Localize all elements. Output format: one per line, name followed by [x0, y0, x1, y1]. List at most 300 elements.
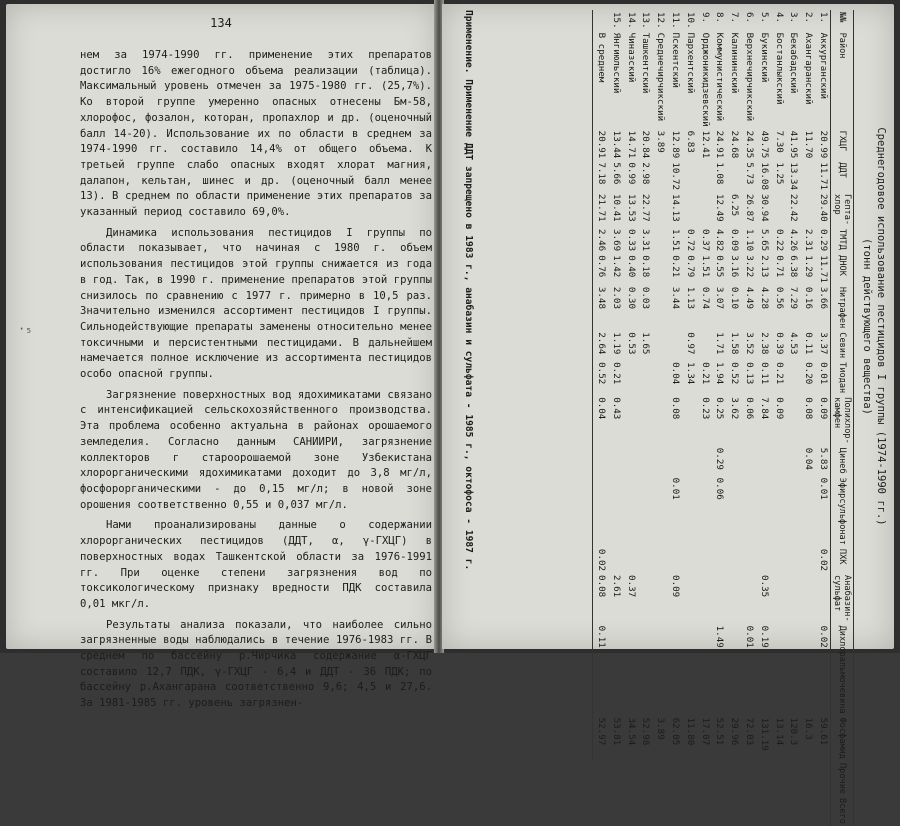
- table-cell: [638, 360, 653, 395]
- table-cell: 13.44: [610, 130, 622, 159]
- table-cell: 0.37: [625, 575, 637, 598]
- table-row: [815, 10, 830, 826]
- table-cell: 0.11: [758, 362, 770, 385]
- table-cell: 0.01: [818, 477, 829, 500]
- table-cell: [786, 476, 801, 547]
- table-cell: 20.84: [640, 130, 652, 159]
- table-cell: 0.11: [803, 332, 815, 355]
- table-cell: [697, 330, 712, 360]
- table-cell: 0.97: [684, 332, 696, 355]
- table-cell: 14.71: [625, 130, 637, 159]
- table-cell: [652, 192, 667, 227]
- table-header-cell: ТМТД: [831, 227, 854, 253]
- right-page: [442, 4, 894, 824]
- table-cell: 2.13: [758, 255, 770, 278]
- table-cell: [638, 547, 653, 573]
- table-cell: 2.03: [610, 286, 622, 309]
- table-cell: 0.29: [818, 229, 829, 252]
- table-cell: 0.55: [714, 255, 726, 278]
- table-header-cell: ДНОК: [831, 253, 854, 285]
- table-cell: 10.41: [610, 194, 622, 222]
- paragraph: нем за 1974-1990 гг. применение этих препаратов достигло 16% ежегодного объема реализации (таблица). Максимальный уровень отмечен за 1975-1980 гг. (25,7%). Ко второй группе умеренно опасных отнесены Бм-58, хлорофос, фозалон, которан, пропахлор и др. (оценочный балл 14-20). Использование их по области в среднем за 1974-1990 гг. составило 14,4% от общего объема. К третьей группе слабо опасных входят хлорат магния, далапон, кельтан, шинес и др. (оценочный балл менее 13). В среднем по области применение этих препаратов за указанный период составило 69,0%.: [80, 49, 432, 219]
- table-cell: Среднечирчикский: [655, 32, 667, 122]
- table-cell: [652, 285, 667, 330]
- table-cell: 3.44: [670, 286, 682, 309]
- table-cell: 131.19: [758, 717, 770, 751]
- table-row: [726, 10, 741, 826]
- table-cell: [608, 624, 623, 716]
- table-header-cell: Всего: [831, 796, 854, 826]
- table-cell: 3.16: [729, 255, 741, 278]
- table-cell: 62.05: [670, 717, 682, 746]
- table-cell: 0.72: [684, 229, 696, 252]
- table-cell: [638, 624, 653, 716]
- table-cell: 11.71: [818, 162, 829, 190]
- table-cell: 17.07: [699, 717, 711, 746]
- table-cell: 1.34: [684, 362, 696, 385]
- table-cell: 59.61: [818, 717, 829, 746]
- table-cell: 20.91: [593, 129, 608, 161]
- table-body: [593, 10, 831, 826]
- table-cell: 7.18: [593, 160, 608, 192]
- table-cell: [726, 160, 741, 192]
- table-cell: [786, 624, 801, 716]
- table-header-cell: Полихлор-камфен: [832, 397, 852, 444]
- table-header-cell: Район: [831, 31, 854, 129]
- table-cell: [682, 395, 697, 446]
- table-row: [800, 10, 815, 826]
- table-cell: 0.08: [593, 573, 608, 624]
- table-cell: 1.51: [699, 255, 711, 278]
- paragraph: Нами проанализированы данные о содержании хлорорганических пестицидов (ДДТ, α, γ-ГХЦГ) в поверхностных водах Ташкентской области за 1976-1991 гг. При оценке степени загрязнения вод по токсикологическому признаку вредности ПДК составила 0,01 мкг/л.: [80, 519, 432, 610]
- table-cell: [667, 330, 682, 360]
- table-cell: [667, 446, 682, 476]
- table-cell: [652, 360, 667, 395]
- table-cell: 0.18: [640, 255, 652, 278]
- table-cell: 41.95: [788, 130, 800, 159]
- table-cell: 0.16: [803, 286, 815, 309]
- table-cell: 1.29: [803, 255, 815, 278]
- table-header-row: [831, 10, 854, 826]
- table-cell: 0.11: [593, 624, 608, 716]
- table-cell: Букинский: [758, 32, 770, 83]
- table-cell: 22.77: [640, 194, 652, 222]
- table-cell: 0.04: [803, 447, 815, 470]
- table-cell: 24.91: [714, 130, 726, 159]
- table-row: [786, 10, 801, 826]
- table-cell: [697, 192, 712, 227]
- table-cell: 5.: [758, 12, 770, 24]
- table-cell: 3.62: [729, 397, 741, 420]
- table-cell: [712, 547, 727, 573]
- table-row: [712, 10, 727, 826]
- table-cell: Коммунистический: [714, 32, 726, 122]
- table-footnote: Применение. Применение ДДТ запрещено в 1983 г., анабазин и сульфата - 1985 г., октофоса - 1987 г.: [463, 10, 474, 571]
- table-cell: 0.25: [714, 397, 726, 420]
- table-cell: 52.98: [640, 717, 652, 746]
- table-cell: [623, 547, 638, 573]
- table-cell: [800, 624, 815, 716]
- table-cell: 0.09: [670, 575, 682, 598]
- table-row: [682, 10, 697, 826]
- table-cell: 1.25: [773, 162, 785, 185]
- table-cell: 2.38: [758, 332, 770, 355]
- table-cell: 0.03: [640, 286, 652, 309]
- table-cell: [652, 446, 667, 476]
- table-cell: 0.02: [593, 547, 608, 573]
- table-cell: [652, 227, 667, 253]
- table-cell: 0.53: [625, 332, 637, 355]
- table-cell: [623, 476, 638, 547]
- table-cell: 0.01: [744, 625, 756, 648]
- table-cell: [800, 547, 815, 573]
- table-cell: [712, 573, 727, 624]
- table-cell: 0.01: [818, 362, 829, 385]
- table-cell: [652, 624, 667, 716]
- table-cell: [786, 395, 801, 446]
- table-cell: [623, 624, 638, 716]
- table-cell: 5.73: [744, 162, 756, 185]
- table-cell: 0.04: [670, 362, 682, 385]
- table-cell: [800, 192, 815, 227]
- table-cell: 6.83: [684, 130, 696, 153]
- table-cell: 13.: [640, 12, 652, 29]
- table-title-line: Среднегодовое использование пестицидов I группы (1974-1990 гг.): [875, 127, 887, 526]
- table-cell: Чиназский: [625, 32, 637, 83]
- table-cell: 0.02: [818, 625, 829, 648]
- table-cell: 16.08: [758, 162, 770, 190]
- table-cell: 21.71: [593, 192, 608, 227]
- table-cell: 1.94: [714, 362, 726, 385]
- table-cell: [726, 573, 741, 624]
- table-header-cell: Севин: [831, 330, 854, 360]
- table-cell: [741, 547, 756, 573]
- table-cell: [608, 547, 623, 573]
- table-cell: [667, 624, 682, 716]
- table-cell: [771, 446, 786, 476]
- table-subtitle: (тонн действующего вещества): [861, 237, 873, 415]
- table-cell: [682, 476, 697, 547]
- table-cell: 0.23: [699, 397, 711, 420]
- table-cell: 13.34: [788, 162, 800, 190]
- table-cell: 2.: [803, 12, 815, 24]
- table-cell: Ташкентский: [640, 32, 652, 94]
- table-cell: 0.43: [610, 397, 622, 420]
- table-cell: 2.98: [640, 162, 652, 185]
- table-cell: [726, 547, 741, 573]
- table-cell: [815, 573, 830, 624]
- table-cell: 7.29: [788, 286, 800, 309]
- table-cell: [697, 624, 712, 716]
- table-header-cell: Цинеб: [831, 446, 854, 476]
- table-cell: [756, 476, 771, 547]
- table-cell: 1.51: [670, 229, 682, 252]
- table-cell: 1.19: [610, 332, 622, 355]
- table-cell: 5.65: [758, 229, 770, 252]
- table-cell: [608, 476, 623, 547]
- table-cell: [652, 160, 667, 192]
- table-cell: Ахангаранский: [803, 32, 815, 105]
- table-cell: Янгиюльский: [610, 32, 622, 94]
- table-header-cell: Нитрафен: [831, 285, 854, 330]
- table-cell: 14.13: [670, 194, 682, 222]
- table-header-cell: Тиодан: [831, 360, 854, 395]
- table-cell: 0.21: [699, 362, 711, 385]
- table-cell: 1.13: [684, 286, 696, 309]
- table-cell: 13.14: [773, 717, 785, 746]
- table-cell: [652, 253, 667, 285]
- table-cell: 12.41: [699, 130, 711, 159]
- table-row: [771, 10, 786, 826]
- table-header-cell: Прочие: [831, 761, 854, 796]
- table-header-cell: Анабазин-сульфат: [832, 575, 852, 622]
- table-cell: [756, 547, 771, 573]
- table-cell: 2.46: [593, 227, 608, 253]
- table-cell: 0.06: [744, 397, 756, 420]
- table-cell: [682, 446, 697, 476]
- table-cell: Бостанлыкский: [773, 32, 785, 105]
- table-cell: 5.83: [818, 447, 829, 470]
- table-cell: Пскентский: [670, 32, 682, 88]
- table-header-cell: Фосфамид: [831, 716, 854, 761]
- table-cell: 12.89: [670, 130, 682, 159]
- table-cell: 0.09: [729, 229, 741, 252]
- page-number: 134: [210, 16, 232, 30]
- table-cell: [652, 573, 667, 624]
- table-cell: 72.03: [744, 717, 756, 746]
- table-cell: 0.30: [625, 286, 637, 309]
- table-cell: 0.10: [729, 286, 741, 309]
- table-cell: 12.: [655, 12, 667, 29]
- table-cell: 0.76: [593, 253, 608, 285]
- table-cell: 3.07: [714, 286, 726, 309]
- table-cell: 3.37: [818, 332, 829, 355]
- table-cell: [697, 573, 712, 624]
- table-cell: 0.74: [699, 286, 711, 309]
- table-cell: В среднем: [593, 31, 608, 129]
- table-cell: 0.09: [818, 397, 829, 420]
- table-cell: [756, 446, 771, 476]
- table-header-cell: ГХЦГ: [831, 129, 854, 161]
- table-cell: 5.66: [610, 162, 622, 185]
- table-cell: 4.82: [714, 229, 726, 252]
- table-cell: 0.21: [773, 362, 785, 385]
- table-cell: 0.08: [803, 397, 815, 420]
- table-cell: 1.42: [610, 255, 622, 278]
- table-cell: 4.28: [758, 286, 770, 309]
- table-cell: 6.: [744, 12, 756, 24]
- table-cell: [697, 160, 712, 192]
- table-row: [697, 10, 712, 826]
- table-cell: Верхнечирчикский: [744, 32, 756, 122]
- table-row: [667, 10, 682, 826]
- table-cell: [771, 192, 786, 227]
- table-cell: 1.65: [640, 332, 652, 355]
- table-cell: 20.99: [818, 130, 829, 159]
- table-cell: 1.08: [714, 162, 726, 185]
- table-row: [756, 10, 771, 826]
- table-header-cell: Гепта-хлор: [832, 194, 852, 226]
- table-cell: 3.48: [593, 285, 608, 330]
- table-row: [623, 10, 638, 826]
- table-cell: [593, 10, 608, 31]
- table-cell: Калининский: [729, 32, 741, 94]
- table-cell: 11.: [670, 12, 682, 29]
- table-header-cell: Дихлоральмочевина: [831, 624, 854, 716]
- table-cell: 1.10: [744, 229, 756, 252]
- table-cell: 7.84: [758, 397, 770, 420]
- table-cell: 49.75: [758, 130, 770, 159]
- table-cell: [800, 160, 815, 192]
- table-cell: [786, 547, 801, 573]
- paragraph: Результаты анализа показали, что наиболее сильно загрязненные воды наблюдались в течение 1976-1983 гг. В среднем по бассейну р.Чирчика содержание α-ГХЦГ составило 12,7 ПДК, γ-ГХЦГ - 6,4 и ДДТ - 36 ПДК; по бассейну р.Ахангарана соответственно 9,6; 4,5 и 27,6. За 1981-1985 гг. уровень загрязнен-: [80, 618, 432, 710]
- table-cell: 0.08: [670, 397, 682, 420]
- table-cell: 4.26: [788, 229, 800, 252]
- table-cell: 52.51: [714, 717, 726, 746]
- table-row: [652, 10, 667, 826]
- table-cell: [652, 547, 667, 573]
- table-row: [593, 10, 608, 826]
- table-cell: 0.04: [593, 395, 608, 446]
- table-cell: 1.58: [729, 332, 741, 355]
- table-cell: [697, 476, 712, 547]
- table-cell: Орджоникидзевский: [699, 32, 711, 127]
- table-cell: [652, 330, 667, 360]
- table-cell: 4.49: [744, 286, 756, 309]
- table-cell: 0.35: [758, 575, 770, 598]
- left-page: [6, 4, 436, 710]
- table-cell: 12.49: [714, 194, 726, 222]
- table-cell: 3.52: [744, 332, 756, 355]
- table-cell: 0.21: [670, 255, 682, 278]
- table-cell: [652, 476, 667, 547]
- table-cell: 7.30: [773, 130, 785, 153]
- table-cell: [786, 360, 801, 395]
- table-cell: 4.: [773, 12, 785, 24]
- table-cell: 11.70: [803, 130, 815, 159]
- table-header-cell: ПХК: [831, 547, 854, 573]
- table-cell: 0.21: [610, 362, 622, 385]
- table-cell: 1.49: [714, 625, 726, 648]
- table-cell: Бекабадский: [788, 32, 800, 94]
- table-cell: 10.72: [670, 162, 682, 190]
- paragraph: Динамика использования пестицидов I группы по области показывает, что начиная с 1980 г. объем использования пестицидов этой группы снижается из года в год. Так, в 1990 г. применение препаратов этой группы снизилось по сравнению с 1977 г. примерно в 10,5 раз. Значительно изменился ассортимент пестицидов I группы. Сильнодействующие препараты заменены относительно менее токсичными и персистентными пестицидами. В дальнейшем намечается полное исключение из ассортимента пестицидов особо опасной группы.: [80, 226, 432, 381]
- table-cell: [800, 476, 815, 547]
- table-cell: 26.87: [744, 194, 756, 222]
- table-cell: [771, 624, 786, 716]
- table-cell: 3.89: [655, 130, 667, 153]
- table-cell: 0.29: [714, 447, 726, 470]
- table-cell: [638, 395, 653, 446]
- table-cell: [771, 476, 786, 547]
- table-cell: 4.53: [788, 332, 800, 355]
- table-cell: 24.35: [744, 130, 756, 159]
- table-cell: 0.06: [714, 477, 726, 500]
- margin-mark: ·₅: [18, 322, 33, 336]
- table-cell: 14.: [625, 12, 637, 29]
- table-cell: 13.53: [625, 194, 637, 222]
- table-cell: [682, 573, 697, 624]
- paragraph: Загрязнение поверхностных вод ядохимикатами связано с интенсификацией сельскохозяйственного производства. Эта проблема особенно актуальна в районах орошаемого земледелия. Согласно данным САНИИРИ, загрязнение коллекторов г староорошаемой зоне Узбекистана хлорорганическими ядохимикатами доходит до 3,8 мг/л, фосфорорганическими - до 0,15 мг/л; в новой зоне орошения соответственно 0,55 и 0,037 мг/л.: [80, 388, 432, 511]
- table-cell: [623, 446, 638, 476]
- table-cell: 10.: [684, 12, 696, 29]
- table-cell: 34.54: [625, 717, 637, 746]
- table-cell: 8.: [714, 12, 726, 24]
- table-header-cell: №№: [831, 10, 854, 31]
- table-cell: [638, 446, 653, 476]
- table-cell: 0.19: [758, 625, 770, 648]
- body-text: [80, 48, 432, 717]
- table-cell: [726, 624, 741, 716]
- table-cell: [741, 573, 756, 624]
- table-cell: [741, 476, 756, 547]
- table-cell: [638, 573, 653, 624]
- table-cell: [638, 476, 653, 547]
- table-cell: 1.71: [714, 332, 726, 355]
- table-cell: 0.71: [773, 255, 785, 278]
- table-cell: 22.42: [788, 194, 800, 222]
- table-cell: 0.99: [625, 162, 637, 185]
- table-row: [638, 10, 653, 826]
- table-cell: 11.80: [684, 717, 696, 746]
- table-cell: [593, 476, 608, 547]
- table-cell: 30.94: [758, 194, 770, 222]
- table-cell: 120.3: [788, 717, 800, 746]
- table-cell: 0.37: [699, 229, 711, 252]
- table-cell: [741, 446, 756, 476]
- table-cell: 0.33: [625, 229, 637, 252]
- pesticide-table: [592, 10, 854, 826]
- table-cell: 0.01: [670, 477, 682, 500]
- table-cell: [726, 476, 741, 547]
- table-cell: [652, 395, 667, 446]
- table-cell: 2.61: [610, 575, 622, 598]
- table-header-cell: ДДТ: [831, 160, 854, 192]
- table-cell: [623, 360, 638, 395]
- table-cell: [771, 547, 786, 573]
- table-cell: [682, 624, 697, 716]
- table-row: [741, 10, 756, 826]
- table-cell: 6.38: [788, 255, 800, 278]
- table-cell: [771, 573, 786, 624]
- table-cell: 9.: [699, 12, 711, 24]
- table-cell: 11.71: [818, 255, 829, 283]
- table-cell: Аккурганский: [818, 32, 829, 99]
- table-cell: 3.89: [655, 717, 667, 740]
- table-cell: [786, 573, 801, 624]
- table-cell: 0.02: [818, 548, 829, 572]
- table-cell: [667, 547, 682, 573]
- rotated-table-page: [442, 4, 894, 824]
- table-row: [608, 10, 623, 826]
- table-cell: [682, 160, 697, 192]
- table-cell: 0.09: [773, 397, 785, 420]
- table-cell: [682, 192, 697, 227]
- table-cell: 0.39: [773, 332, 785, 355]
- table-cell: [623, 395, 638, 446]
- table-cell: [726, 446, 741, 476]
- table-cell: 1.: [818, 12, 829, 24]
- table-header-cell: Эфирсульфонат: [831, 476, 854, 547]
- table-cell: 3.69: [610, 229, 622, 252]
- table-cell: 3.: [788, 12, 800, 24]
- table-cell: 0.52: [593, 360, 608, 395]
- table-cell: 6.25: [729, 194, 741, 217]
- table-cell: 52.97: [593, 716, 608, 761]
- table-cell: [593, 446, 608, 476]
- table-cell: [697, 446, 712, 476]
- table-cell: 0.22: [773, 229, 785, 252]
